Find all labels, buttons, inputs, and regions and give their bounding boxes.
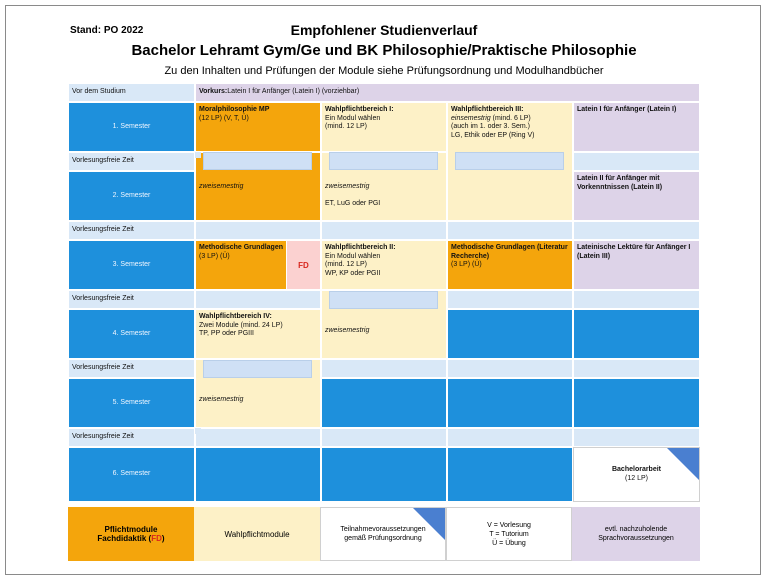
legend-pflicht-line1: Pflichtmodule — [104, 525, 158, 534]
legend-wahlpflichtmodule: Wahlpflichtmodule — [194, 507, 320, 561]
vf-row-2: Vorlesungsfreie Zeit — [68, 221, 195, 240]
ba-title: Bachelorarbeit — [611, 466, 662, 473]
ba-info: (12 LP) — [625, 474, 648, 482]
empty-col1-sem6 — [195, 447, 321, 502]
moral-title: Moralphilosophie MP — [199, 106, 270, 113]
legend-pflicht-line3: ) — [161, 534, 165, 543]
module-wp4 — [195, 309, 321, 359]
vf-col1-row2 — [195, 221, 321, 240]
wp3-note: einsemestrig — [451, 114, 491, 122]
wp4-line1: Zwei Module (mind. 24 LP) — [199, 321, 283, 329]
wp3-lp: (mind. 6 LP) — [490, 114, 531, 122]
spacer-2 — [195, 152, 201, 158]
wp3-line2: (auch im 1. oder 3. Sem.) — [451, 123, 530, 130]
methlit-title: Methodische Grundlagen (Literatur Recherche) — [451, 244, 568, 260]
semester-4-label: 4. Semester — [68, 309, 195, 359]
program-title: Bachelor Lehramt Gym/Ge und BK Philosophie/Praktische Philosophie — [131, 42, 637, 59]
vf-col2-row5 — [321, 428, 447, 447]
legend-abk-t: T = Tutorium — [489, 530, 529, 538]
vf-col3-row4 — [447, 359, 573, 378]
wp2-title: Wahlpflichtbereich II: — [325, 244, 396, 251]
meth-info: (3 LP) (Ü) — [199, 252, 230, 260]
wp1-line1: Ein Modul wählen — [325, 114, 381, 122]
vf-col3-row2 — [447, 221, 573, 240]
wp1-title: Wahlpflichtbereich I: — [325, 106, 394, 113]
wp2-line3: WP, KP oder PGII — [325, 269, 381, 277]
vorkurs-label: Vorkurs: — [199, 88, 228, 96]
vf-row-5: Vorlesungsfreie Zeit — [68, 428, 195, 447]
vf-col4-row1 — [573, 152, 700, 171]
moral-note: zweisemestrig — [199, 183, 244, 190]
semester-1-label: 1. Semester — [68, 102, 195, 152]
legend-abk-u: Ü = Übung — [492, 539, 526, 547]
wp1-options: ET, LuG oder PGI — [325, 199, 381, 207]
vf-row-4: Vorlesungsfreie Zeit — [68, 359, 195, 378]
module-wp2 — [321, 240, 447, 290]
wp2-line2: (mind. 12 LP) — [325, 261, 368, 268]
module-wp1 — [321, 102, 447, 152]
vf-col2-row2 — [321, 221, 447, 240]
vf-col4-row4 — [573, 359, 700, 378]
vf-box-col3-row1 — [455, 152, 564, 170]
vf-col3-row5 — [447, 428, 573, 447]
wp4-line2: TP, PP oder PGIII — [199, 330, 254, 337]
vf-box-col2-row3 — [329, 291, 438, 309]
stand-label: Stand: PO 2022 — [70, 25, 144, 36]
semester-3-label: 3. Semester — [68, 240, 195, 290]
legend-pflicht-line2: Fachdidaktik ( — [97, 534, 152, 543]
vf-box-col1-row4 — [203, 360, 312, 378]
moral-info: (12 LP) (V, T, Ü) — [199, 114, 249, 122]
module-moralphilosophie — [195, 102, 321, 152]
empty-col4-sem4 — [573, 309, 700, 359]
vorkurs-text: Latein I für Anfänger (Latein I) (vorziehbar) — [227, 88, 360, 96]
fd-badge: FD — [287, 241, 320, 289]
module-lateinische-lektuere: Lateinische Lektüre für Anfänger I (Latein III) — [573, 240, 700, 290]
legend-abkuerzungen — [446, 507, 572, 561]
module-methodische-literatur — [447, 240, 573, 290]
empty-col2-sem6 — [321, 447, 447, 502]
row-vor-dem-studium: Vor dem Studium — [68, 83, 195, 102]
module-methodische-grundlagen — [195, 240, 287, 290]
legend-abk-v: V = Vorlesung — [487, 521, 531, 529]
semester-2-label: 2. Semester — [68, 171, 195, 221]
semester-6-label: 6. Semester — [68, 447, 195, 502]
wp1-line2: (mind. 12 LP) — [325, 123, 368, 130]
empty-col2-sem5 — [321, 378, 447, 428]
semester-5-label: 5. Semester — [68, 378, 195, 428]
vf-col1-row5 — [195, 428, 321, 447]
vf-col3-row3 — [447, 290, 573, 309]
vf-col4-row3 — [573, 290, 700, 309]
legend-corner-marker — [413, 508, 445, 540]
vf-col4-row5 — [573, 428, 700, 447]
page-title: Empfohlener Studienverlauf — [290, 22, 478, 38]
meth-title: Methodische Grundlagen — [199, 244, 284, 251]
empty-col3-sem4 — [447, 309, 573, 359]
spacer — [195, 428, 201, 434]
legend-sprachvoraussetzungen — [572, 507, 700, 561]
prerequisite-corner-marker — [667, 448, 699, 480]
empty-col3-sem6 — [447, 447, 573, 502]
study-plan-grid — [68, 83, 700, 502]
empty-col4-sem5 — [573, 378, 700, 428]
module-latein2: Latein II für Anfänger mit Vorkenntnissen (Latein II) — [573, 171, 700, 221]
legend-teilnahme-text: Teilnahmevoraussetzungen gemäß Prüfungsordnung — [340, 526, 426, 542]
legend-pflichtmodule — [68, 507, 194, 561]
empty-col3-sem5 — [447, 378, 573, 428]
vf-col4-row2 — [573, 221, 700, 240]
wp1-note: zweisemestrig — [325, 183, 370, 190]
wp2-note: zweisemestrig — [325, 327, 370, 334]
legend-fd: FD — [151, 534, 162, 543]
vorkurs-cell — [195, 83, 700, 102]
vf-col1-row3 — [195, 290, 321, 309]
wp3-line3: LG, Ethik oder EP (Ring V) — [451, 131, 535, 139]
wp2-line1: Ein Modul wählen — [325, 252, 381, 260]
subtitle: Zu den Inhalten und Prüfungen der Module siehe Prüfungsordnung und Modulhandbücher — [164, 65, 604, 77]
vf-box-col2-row1 — [329, 152, 438, 170]
vf-box-col1-row1 — [203, 152, 312, 170]
legend-sprach-text: evtl. nachzuholende Sprachvoraussetzungen — [598, 526, 674, 542]
wp3-title: Wahlpflichtbereich III: — [451, 106, 524, 113]
vf-col2-row4 — [321, 359, 447, 378]
methlit-info: (3 LP) (Ü) — [451, 261, 482, 268]
module-latein1: Latein I für Anfänger (Latein I) — [573, 102, 700, 152]
wp4-title: Wahlpflichtbereich IV: — [199, 313, 272, 320]
vf-row-3: Vorlesungsfreie Zeit — [68, 290, 195, 309]
wp4-note: zweisemestrig — [199, 396, 244, 403]
vf-row-1: Vorlesungsfreie Zeit — [68, 152, 195, 171]
